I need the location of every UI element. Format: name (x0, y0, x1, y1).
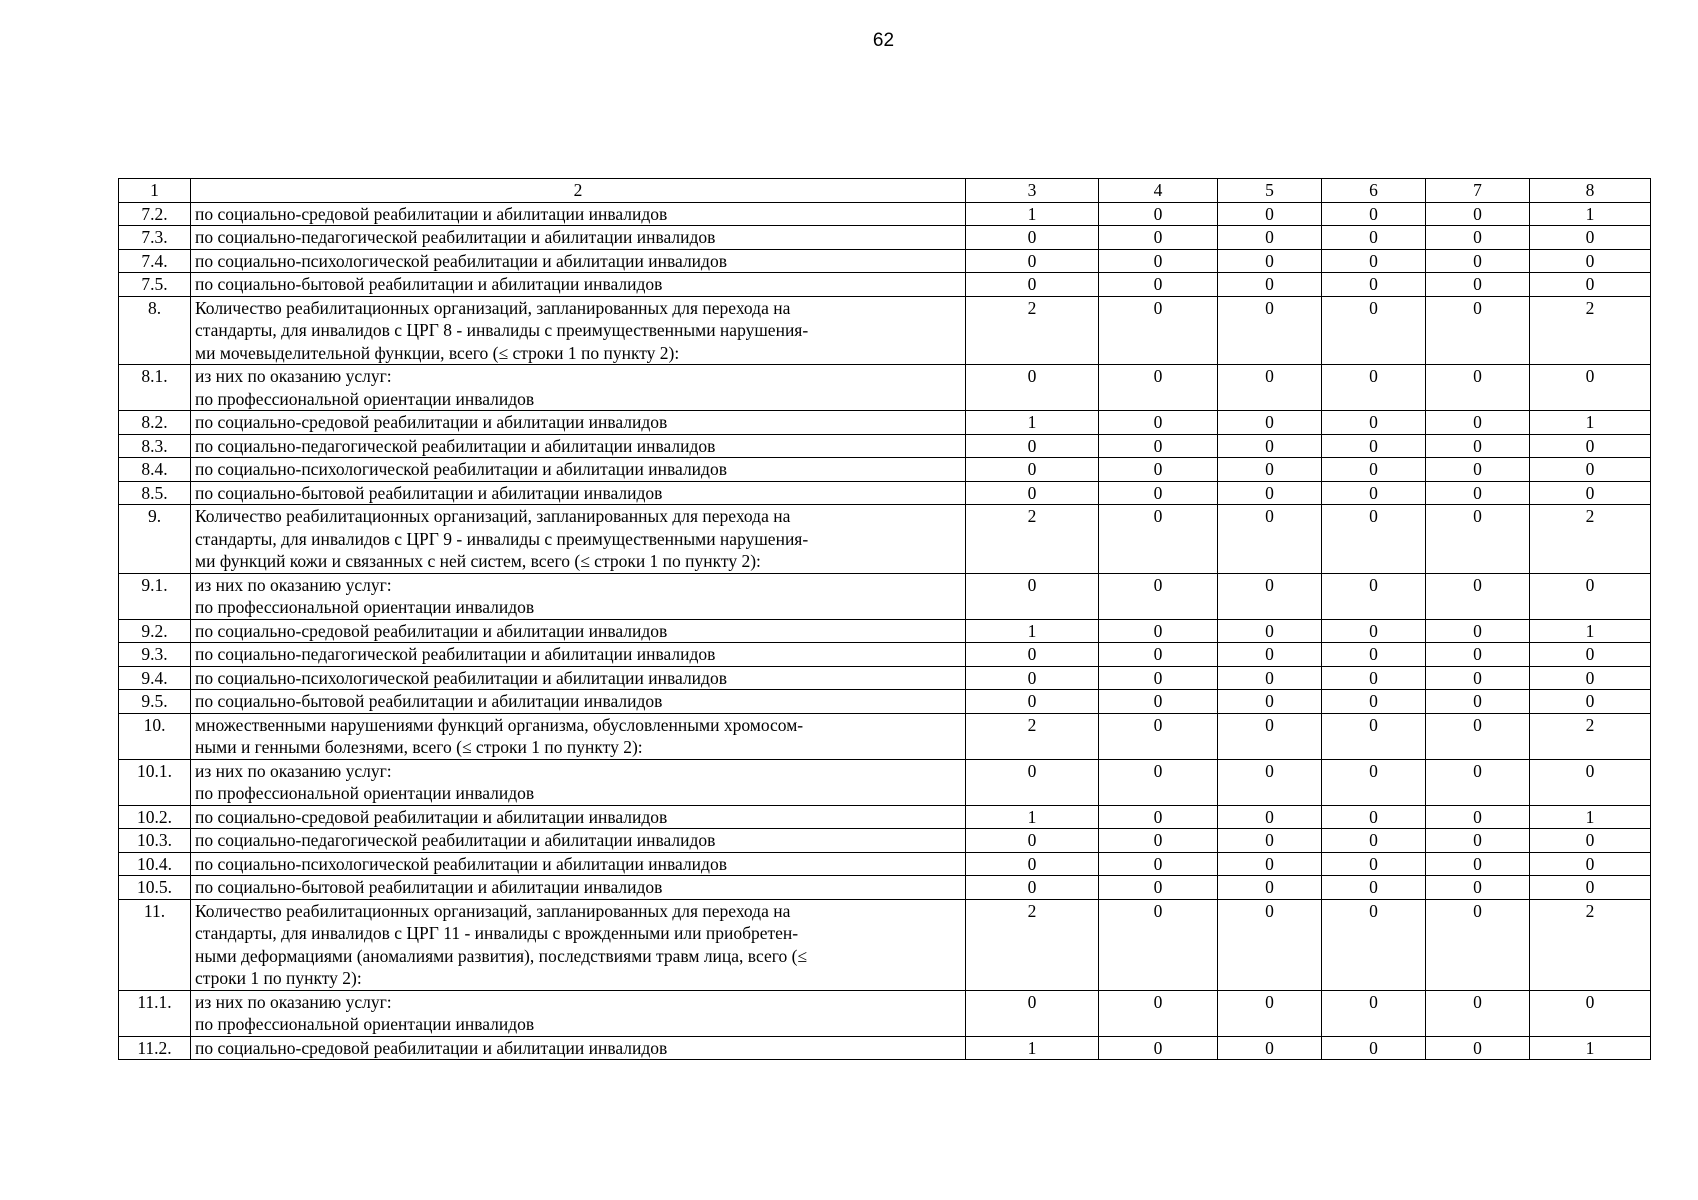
description-line: по профессиональной ориентации инвалидов (195, 388, 535, 409)
table-row (119, 829, 1651, 853)
row-description (191, 852, 966, 876)
row-number: 9. (119, 505, 191, 574)
value-cell: 0 (1426, 458, 1530, 482)
value-cell: 0 (1530, 226, 1651, 250)
table-row (119, 899, 1651, 990)
value-cell: 0 (1322, 458, 1426, 482)
value-cell: 0 (1099, 273, 1218, 297)
value-cell: 0 (1322, 805, 1426, 829)
table-row (119, 690, 1651, 714)
row-number: 8.3. (119, 434, 191, 458)
row-description (191, 876, 966, 900)
value-cell: 0 (1530, 273, 1651, 297)
table-row (119, 434, 1651, 458)
value-cell: 0 (1099, 481, 1218, 505)
value-cell: 0 (1426, 505, 1530, 574)
row-description (191, 481, 966, 505)
value-cell: 0 (966, 690, 1099, 714)
value-cell: 0 (1218, 990, 1322, 1036)
data-table (118, 178, 1651, 1060)
value-cell: 0 (1426, 666, 1530, 690)
row-number: 9.5. (119, 690, 191, 714)
value-cell: 0 (1218, 458, 1322, 482)
value-cell: 0 (966, 249, 1099, 273)
row-number: 9.3. (119, 643, 191, 667)
value-cell: 0 (1530, 852, 1651, 876)
column-header: 1 (119, 179, 191, 203)
value-cell: 0 (1322, 573, 1426, 619)
value-cell: 0 (1530, 876, 1651, 900)
value-cell: 0 (1322, 365, 1426, 411)
value-cell: 0 (966, 990, 1099, 1036)
value-cell: 1 (966, 202, 1099, 226)
column-header: 7 (1426, 179, 1530, 203)
value-cell: 0 (1426, 1036, 1530, 1060)
row-description (191, 458, 966, 482)
table-row (119, 458, 1651, 482)
value-cell: 0 (1218, 852, 1322, 876)
row-description (191, 899, 966, 990)
value-cell: 0 (1218, 226, 1322, 250)
value-cell: 0 (1530, 990, 1651, 1036)
value-cell: 0 (1099, 899, 1218, 990)
value-cell: 0 (1322, 481, 1426, 505)
value-cell: 0 (1099, 805, 1218, 829)
value-cell: 0 (1530, 365, 1651, 411)
value-cell: 0 (1426, 573, 1530, 619)
description-line: по социально-педагогической реабилитации и абилитации инвалидов (195, 644, 716, 664)
description-line: из них по оказанию услуг: (195, 574, 392, 595)
value-cell: 0 (1099, 619, 1218, 643)
value-cell: 0 (966, 365, 1099, 411)
value-cell: 0 (1099, 690, 1218, 714)
description-line: стандарты, для инвалидов с ЦРГ 11 - инвалиды с врожденными или приобретен- (195, 923, 799, 943)
column-header: 4 (1099, 179, 1218, 203)
value-cell: 0 (966, 666, 1099, 690)
description-line: стандарты, для инвалидов с ЦРГ 9 - инвалиды с преимущественными нарушения- (195, 528, 809, 549)
value-cell: 0 (1218, 876, 1322, 900)
value-cell: 0 (1426, 296, 1530, 365)
value-cell: 0 (1099, 411, 1218, 435)
value-cell: 0 (1099, 573, 1218, 619)
value-cell: 0 (1218, 273, 1322, 297)
table-body (119, 179, 1651, 1060)
page-number: 62 (872, 30, 895, 51)
value-cell: 0 (966, 852, 1099, 876)
row-description (191, 713, 966, 759)
description-line: строки 1 по пункту 2): (195, 968, 362, 988)
value-cell: 0 (1218, 249, 1322, 273)
value-cell: 0 (1530, 434, 1651, 458)
value-cell: 0 (1099, 666, 1218, 690)
value-cell: 0 (1218, 296, 1322, 365)
value-cell: 0 (1426, 899, 1530, 990)
row-number: 8.2. (119, 411, 191, 435)
value-cell: 1 (1530, 619, 1651, 643)
table-row (119, 481, 1651, 505)
row-description (191, 226, 966, 250)
value-cell: 0 (1322, 829, 1426, 853)
value-cell: 0 (966, 458, 1099, 482)
value-cell: 0 (1218, 202, 1322, 226)
value-cell: 0 (1218, 505, 1322, 574)
row-description (191, 990, 966, 1036)
value-cell: 0 (1322, 202, 1426, 226)
description-line: по социально-средовой реабилитации и абилитации инвалидов (195, 1037, 668, 1058)
row-description (191, 202, 966, 226)
value-cell: 0 (1530, 573, 1651, 619)
description-line: по социально-бытовой реабилитации и абилитации инвалидов (195, 877, 663, 897)
value-cell: 0 (1099, 643, 1218, 667)
value-cell: 0 (966, 434, 1099, 458)
row-number: 8.5. (119, 481, 191, 505)
value-cell: 0 (1322, 226, 1426, 250)
column-header: 8 (1530, 179, 1651, 203)
value-cell: 0 (1322, 249, 1426, 273)
value-cell: 0 (1322, 296, 1426, 365)
table-row (119, 411, 1651, 435)
description-line: Количество реабилитационных организаций, запланированных для перехода на (195, 900, 791, 921)
description-line: ми функций кожи и связанных с ней систем, всего (≤ строки 1 по пункту 2): (195, 551, 761, 571)
row-number: 10.3. (119, 829, 191, 853)
value-cell: 0 (1218, 434, 1322, 458)
description-line: ными и генными болезнями, всего (≤ строки 1 по пункту 2): (195, 737, 643, 757)
row-number: 11.1. (119, 990, 191, 1036)
value-cell: 0 (1218, 1036, 1322, 1060)
description-line: Количество реабилитационных организаций, запланированных для перехода на (195, 506, 791, 526)
value-cell: 0 (1099, 365, 1218, 411)
value-cell: 0 (1218, 411, 1322, 435)
value-cell: 0 (1218, 481, 1322, 505)
value-cell: 0 (1322, 434, 1426, 458)
row-number: 11. (119, 899, 191, 990)
description-line: по социально-бытовой реабилитации и абилитации инвалидов (195, 482, 663, 503)
value-cell: 0 (1218, 573, 1322, 619)
row-number: 11.2. (119, 1036, 191, 1060)
value-cell: 0 (1218, 619, 1322, 643)
value-cell: 0 (1322, 990, 1426, 1036)
value-cell: 0 (1530, 481, 1651, 505)
table-row (119, 805, 1651, 829)
table-row (119, 226, 1651, 250)
value-cell: 0 (1322, 852, 1426, 876)
value-cell: 1 (966, 805, 1099, 829)
value-cell: 0 (1322, 1036, 1426, 1060)
row-description (191, 411, 966, 435)
row-description (191, 690, 966, 714)
row-number: 8. (119, 296, 191, 365)
row-number: 9.4. (119, 666, 191, 690)
value-cell: 0 (1099, 202, 1218, 226)
row-number: 7.4. (119, 249, 191, 273)
table-row (119, 249, 1651, 273)
value-cell: 0 (1426, 481, 1530, 505)
row-description (191, 666, 966, 690)
value-cell: 1 (966, 1036, 1099, 1060)
description-line: из них по оказанию услуг: (195, 991, 392, 1012)
value-cell: 0 (1426, 805, 1530, 829)
description-line: по социально-средовой реабилитации и абилитации инвалидов (195, 620, 668, 641)
table-row (119, 365, 1651, 411)
row-number: 8.4. (119, 458, 191, 482)
row-number: 7.5. (119, 273, 191, 297)
description-line: ми мочевыделительной функции, всего (≤ строки 1 по пункту 2): (195, 342, 680, 363)
value-cell: 2 (966, 713, 1099, 759)
value-cell: 0 (1218, 805, 1322, 829)
value-cell: 0 (1099, 829, 1218, 853)
column-header: 6 (1322, 179, 1426, 203)
row-description (191, 573, 966, 619)
value-cell: 0 (1530, 643, 1651, 667)
value-cell: 0 (1322, 666, 1426, 690)
description-line: по социально-бытовой реабилитации и абилитации инвалидов (195, 691, 663, 711)
table-row (119, 1036, 1651, 1060)
description-line: по профессиональной ориентации инвалидов (195, 597, 535, 617)
value-cell: 2 (1530, 899, 1651, 990)
description-line: по социально-психологической реабилитации и абилитации инвалидов (195, 459, 727, 479)
row-number: 8.1. (119, 365, 191, 411)
description-line: по социально-психологической реабилитации и абилитации инвалидов (195, 667, 727, 688)
value-cell: 2 (966, 296, 1099, 365)
table-row (119, 273, 1651, 297)
row-description (191, 643, 966, 667)
row-description (191, 365, 966, 411)
value-cell: 1 (1530, 411, 1651, 435)
table-row (119, 876, 1651, 900)
value-cell: 0 (1426, 852, 1530, 876)
value-cell: 0 (1426, 249, 1530, 273)
value-cell: 0 (1426, 202, 1530, 226)
value-cell: 0 (1218, 666, 1322, 690)
description-line: Количество реабилитационных организаций, запланированных для перехода на (195, 297, 791, 318)
value-cell: 2 (1530, 713, 1651, 759)
value-cell: 0 (966, 759, 1099, 805)
value-cell: 0 (1099, 759, 1218, 805)
value-cell: 0 (1322, 690, 1426, 714)
value-cell: 1 (966, 619, 1099, 643)
value-cell: 0 (966, 226, 1099, 250)
value-cell: 0 (1099, 990, 1218, 1036)
table-row (119, 713, 1651, 759)
value-cell: 0 (966, 643, 1099, 667)
value-cell: 0 (1322, 619, 1426, 643)
row-number: 7.2. (119, 202, 191, 226)
value-cell: 2 (966, 899, 1099, 990)
description-line: по социально-психологической реабилитации и абилитации инвалидов (195, 250, 727, 271)
description-line: ными деформациями (аномалиями развития), последствиями травм лица, всего (≤ (195, 945, 808, 966)
table-row (119, 573, 1651, 619)
value-cell: 0 (1322, 505, 1426, 574)
description-line: по социально-педагогической реабилитации и абилитации инвалидов (195, 227, 716, 247)
table-row (119, 643, 1651, 667)
value-cell: 0 (1099, 713, 1218, 759)
row-number: 9.1. (119, 573, 191, 619)
value-cell: 0 (1099, 226, 1218, 250)
row-description (191, 249, 966, 273)
value-cell: 0 (1218, 713, 1322, 759)
value-cell: 0 (1530, 666, 1651, 690)
column-header: 3 (966, 179, 1099, 203)
row-description (191, 505, 966, 574)
row-number: 10. (119, 713, 191, 759)
description-line: по социально-средовой реабилитации и абилитации инвалидов (195, 806, 668, 827)
row-description (191, 1036, 966, 1060)
description-line: по социально-бытовой реабилитации и абилитации инвалидов (195, 274, 663, 294)
value-cell: 0 (1099, 505, 1218, 574)
value-cell: 0 (966, 876, 1099, 900)
value-cell: 0 (1530, 690, 1651, 714)
value-cell: 2 (1530, 296, 1651, 365)
value-cell: 0 (1322, 899, 1426, 990)
column-header: 2 (191, 179, 966, 203)
row-number: 10.5. (119, 876, 191, 900)
table-row (119, 852, 1651, 876)
row-description (191, 805, 966, 829)
row-number: 10.1. (119, 759, 191, 805)
value-cell: 0 (1530, 759, 1651, 805)
table-header-row (119, 179, 1651, 203)
value-cell: 0 (1426, 619, 1530, 643)
description-line: из них по оказанию услуг: (195, 760, 392, 781)
value-cell: 0 (1218, 759, 1322, 805)
table-row (119, 202, 1651, 226)
value-cell: 1 (1530, 1036, 1651, 1060)
value-cell: 0 (1218, 643, 1322, 667)
description-line: из них по оказанию услуг: (195, 366, 392, 386)
value-cell: 0 (966, 829, 1099, 853)
value-cell: 0 (1426, 876, 1530, 900)
row-description (191, 829, 966, 853)
value-cell: 0 (1099, 249, 1218, 273)
table-row (119, 619, 1651, 643)
value-cell: 1 (1530, 202, 1651, 226)
value-cell: 2 (1530, 505, 1651, 574)
value-cell: 0 (1322, 273, 1426, 297)
value-cell: 0 (1099, 1036, 1218, 1060)
column-header: 5 (1218, 179, 1322, 203)
value-cell: 0 (1218, 899, 1322, 990)
value-cell: 0 (966, 573, 1099, 619)
value-cell: 0 (1099, 296, 1218, 365)
description-line: по социально-педагогической реабилитации и абилитации инвалидов (195, 830, 716, 850)
value-cell: 0 (1530, 458, 1651, 482)
row-number: 9.2. (119, 619, 191, 643)
value-cell: 0 (1426, 411, 1530, 435)
value-cell: 0 (1322, 759, 1426, 805)
description-line: по социально-психологической реабилитации и абилитации инвалидов (195, 853, 727, 874)
description-line: стандарты, для инвалидов с ЦРГ 8 - инвалиды с преимущественными нарушения- (195, 320, 809, 340)
value-cell: 0 (966, 481, 1099, 505)
value-cell: 0 (1099, 434, 1218, 458)
value-cell: 0 (1218, 365, 1322, 411)
description-line: по социально-педагогической реабилитации и абилитации инвалидов (195, 435, 716, 456)
row-description (191, 759, 966, 805)
table-row (119, 505, 1651, 574)
value-cell: 0 (1426, 434, 1530, 458)
value-cell: 0 (1530, 829, 1651, 853)
value-cell: 0 (1426, 365, 1530, 411)
description-line: по профессиональной ориентации инвалидов (195, 783, 535, 803)
value-cell: 0 (1322, 411, 1426, 435)
value-cell: 0 (1322, 643, 1426, 667)
description-line: множественными нарушениями функций организма, обусловленными хромосом- (195, 714, 804, 735)
description-line: по социально-средовой реабилитации и абилитации инвалидов (195, 203, 668, 224)
value-cell: 0 (1218, 690, 1322, 714)
table-row (119, 666, 1651, 690)
value-cell: 0 (1322, 713, 1426, 759)
row-description (191, 434, 966, 458)
value-cell: 0 (1099, 852, 1218, 876)
row-number: 7.3. (119, 226, 191, 250)
value-cell: 0 (1218, 829, 1322, 853)
description-line: по социально-средовой реабилитации и абилитации инвалидов (195, 412, 668, 432)
row-number: 10.4. (119, 852, 191, 876)
table-row (119, 296, 1651, 365)
value-cell: 0 (1322, 876, 1426, 900)
value-cell: 0 (1099, 876, 1218, 900)
table-row (119, 990, 1651, 1036)
value-cell: 0 (1426, 759, 1530, 805)
value-cell: 2 (966, 505, 1099, 574)
value-cell: 0 (1426, 690, 1530, 714)
value-cell: 0 (1530, 249, 1651, 273)
value-cell: 0 (1426, 829, 1530, 853)
value-cell: 0 (1099, 458, 1218, 482)
value-cell: 0 (1426, 273, 1530, 297)
description-line: по профессиональной ориентации инвалидов (195, 1014, 535, 1034)
value-cell: 0 (1426, 226, 1530, 250)
value-cell: 1 (1530, 805, 1651, 829)
value-cell: 1 (966, 411, 1099, 435)
value-cell: 0 (1426, 990, 1530, 1036)
row-description (191, 296, 966, 365)
value-cell: 0 (966, 273, 1099, 297)
table-row (119, 759, 1651, 805)
row-number: 10.2. (119, 805, 191, 829)
row-description (191, 619, 966, 643)
value-cell: 0 (1426, 713, 1530, 759)
row-description (191, 273, 966, 297)
value-cell: 0 (1426, 643, 1530, 667)
